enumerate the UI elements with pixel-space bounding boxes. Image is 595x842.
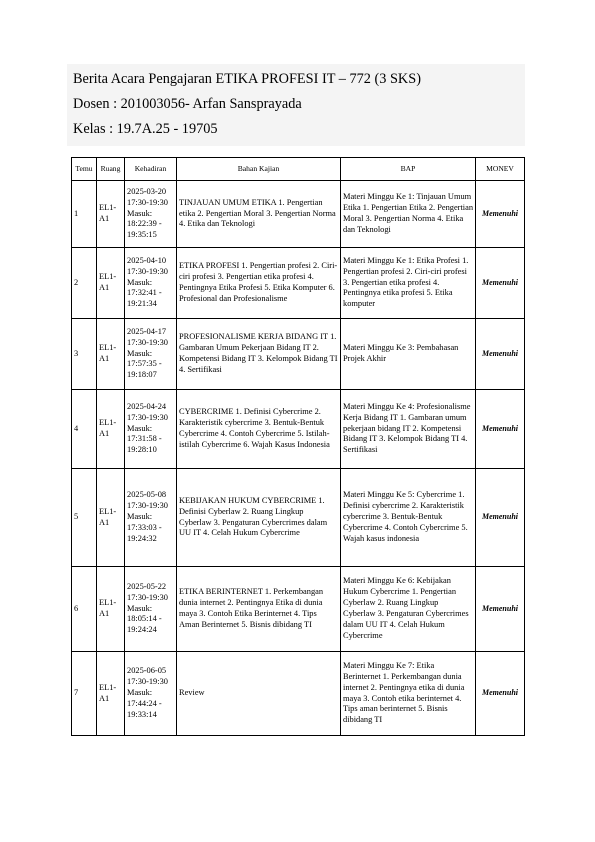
cell-temu: 6 [72,567,97,652]
cell-bahan-kajian: CYBERCRIME 1. Definisi Cybercrime 2. Karakteristik cybercrime 3. Bentuk-Bentuk Cybercrime 4. Contoh Cybercrime 5. Istilah-istilah Cybercrime 6. Wajah Kasus Indonesia [177,390,341,469]
table-header-row [72,158,525,181]
cell-ruang: EL1-A1 [97,652,125,736]
cell-monev: Memenuhi [476,181,525,248]
col-header-kehadiran: Kehadiran [125,158,177,181]
cell-monev: Memenuhi [476,390,525,469]
cell-ruang: EL1-A1 [97,248,125,319]
cell-bahan-kajian: ETIKA BERINTERNET 1. Perkembangan dunia internet 2. Pentingnya Etika di dunia maya 3. Contoh Etika Berinternet 4. Tips Aman Berinternet 5. Bisnis dibidang TI [177,567,341,652]
table-row [72,652,525,736]
cell-monev: Memenuhi [476,652,525,736]
document-header [67,64,525,146]
cell-bahan-kajian: TINJAUAN UMUM ETIKA 1. Pengertian etika 2. Pengertian Moral 3. Pengertian Norma 4. Etika dan Teknologi [177,181,341,248]
cell-temu: 5 [72,469,97,567]
cell-bap: Materi Minggu Ke 4: Profesionalisme Kerja Bidang IT 1. Gambaran umum pekerjaan bidang IT 2. Kompetensi Bidang IT 3. Kelompok Bidang TI 4. Sertifikasi [341,390,476,469]
cell-ruang: EL1-A1 [97,319,125,390]
cell-kehadiran: 2025-06-05 17:30-19:30 Masuk: 17:44:24 - 19:33:14 [125,652,177,736]
col-header-temu: Temu [72,158,97,181]
cell-monev: Memenuhi [476,319,525,390]
cell-kehadiran: 2025-05-08 17:30-19:30 Masuk: 17:33:03 - 19:24:32 [125,469,177,567]
cell-bap: Materi Minggu Ke 7: Etika Berinternet 1. Perkembangan dunia internet 2. Pentingnya etika di dunia maya 3. Contoh etika berinternet 4. Tips aman berinternet 5. Bisnis dibidang TI [341,652,476,736]
cell-kehadiran: 2025-04-24 17:30-19:30 Masuk: 17:31:58 - 19:28:10 [125,390,177,469]
teaching-record-table [71,157,525,736]
cell-temu: 4 [72,390,97,469]
cell-temu: 7 [72,652,97,736]
table-row [72,390,525,469]
cell-bahan-kajian: PROFESIONALISME KERJA BIDANG IT 1. Gambaran Umum Pekerjaan Bidang IT 2. Kompetensi Bidang IT 3. Kelompok Bidang TI 4. Sertifikasi [177,319,341,390]
cell-bahan-kajian: ETIKA PROFESI 1. Pengertian profesi 2. Ciri-ciri profesi 3. Pengertian etika profesi 4. Pentingnya Etika Profesi 5. Etika Komputer 6. Profesional dan Profesionalisme [177,248,341,319]
cell-ruang: EL1-A1 [97,567,125,652]
cell-bap: Materi Minggu Ke 6: Kebijakan Hukum Cybercrime 1. Pengertian Cyberlaw 2. Ruang Lingkup Cyberlaw 3. Pengaturan Cybercrimes dalam UU IT 4. Celah Hukum Cybercrime [341,567,476,652]
document-title: Berita Acara Pengajaran ETIKA PROFESI IT – 772 (3 SKS) [73,71,421,87]
table-row [72,567,525,652]
cell-ruang: EL1-A1 [97,181,125,248]
cell-temu: 1 [72,181,97,248]
table-row [72,181,525,248]
table-row [72,248,525,319]
col-header-bahan-kajian: Bahan Kajian [177,158,341,181]
cell-bap: Materi Minggu Ke 1: Tinjauan Umum Etika 1. Pengertian Etika 2. Pengertian Moral 3. Pengertian Norma 4. Etika dan Teknologi [341,181,476,248]
cell-bap: Materi Minggu Ke 5: Cybercrime 1. Definisi cybercrime 2. Karakteristik cybercrime 3. Bentuk-Bentuk Cybercrime 4. Contoh Cybercrime 5. Wajah kasus indonesia [341,469,476,567]
cell-monev: Memenuhi [476,567,525,652]
cell-monev: Memenuhi [476,469,525,567]
cell-ruang: EL1-A1 [97,390,125,469]
table-row [72,319,525,390]
col-header-monev: MONEV [476,158,525,181]
cell-bap: Materi Minggu Ke 1: Etika Profesi 1. Pengertian profesi 2. Ciri-ciri profesi 3. Pengertian etika profesi 4. Pentingnya etika profesi 5. Etika komputer [341,248,476,319]
col-header-ruang: Ruang [97,158,125,181]
cell-bahan-kajian: KEBIJAKAN HUKUM CYBERCRIME 1. Definisi Cyberlaw 2. Ruang Lingkup Cyberlaw 3. Pengaturan Cybercrimes dalam UU IT 4. Celah Hukum Cybercrime [177,469,341,567]
table-row [72,469,525,567]
cell-temu: 3 [72,319,97,390]
cell-ruang: EL1-A1 [97,469,125,567]
lecturer-line: Dosen : 201003056- Arfan Sansprayada [73,96,302,112]
col-header-bap: BAP [341,158,476,181]
cell-bahan-kajian: Review [177,652,341,736]
cell-temu: 2 [72,248,97,319]
cell-kehadiran: 2025-04-10 17:30-19:30 Masuk: 17:32:41 - 19:21:34 [125,248,177,319]
cell-kehadiran: 2025-05-22 17:30-19:30 Masuk: 18:05:14 - 19:24:24 [125,567,177,652]
cell-monev: Memenuhi [476,248,525,319]
cell-kehadiran: 2025-04-17 17:30-19:30 Masuk: 17:57:35 - 19:18:07 [125,319,177,390]
cell-bap: Materi Minggu Ke 3: Pembahasan Projek Akhir [341,319,476,390]
cell-kehadiran: 2025-03-20 17:30-19:30 Masuk: 18:22:39 - 19:35:15 [125,181,177,248]
class-line: Kelas : 19.7A.25 - 19705 [73,121,218,137]
